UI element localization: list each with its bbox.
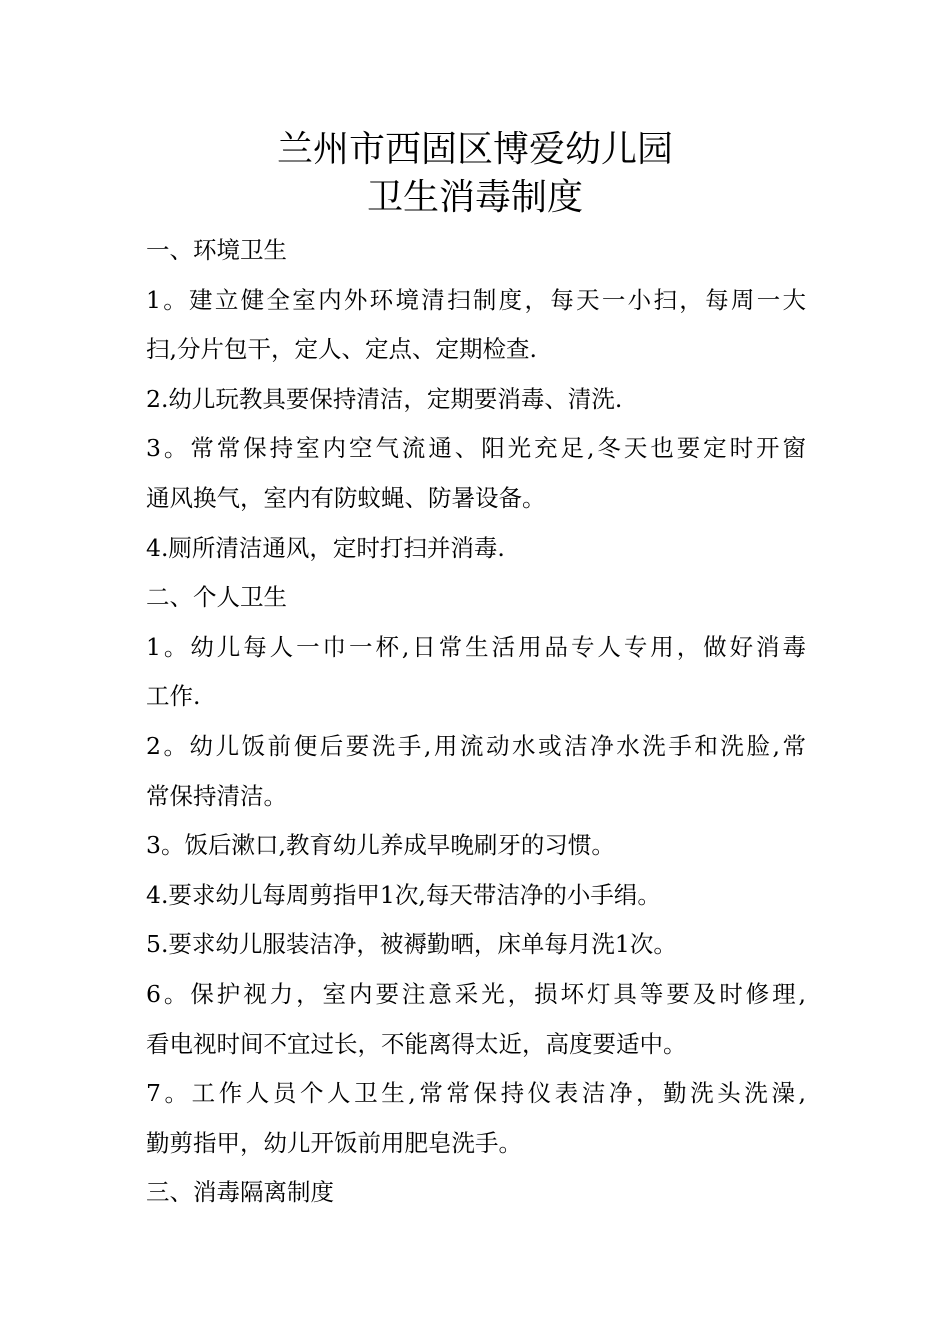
paragraph-line: 扫,分片包干，定人、定点、定期检查. bbox=[146, 335, 537, 364]
paragraph-line: 7。工作人员个人卫生,常常保持仪表洁净，勤洗头洗澡, bbox=[146, 1079, 806, 1108]
paragraph-line: 看电视时间不宜过长，不能离得太近，高度要适中。 bbox=[146, 1029, 687, 1058]
paragraph-line: 4.厕所清洁通风，定时打扫并消毒. bbox=[146, 533, 505, 562]
document-body bbox=[146, 226, 816, 1218]
section-heading-personal: 二、个人卫生 bbox=[146, 583, 287, 612]
section-heading-disinfection: 三、消毒隔离制度 bbox=[146, 1178, 334, 1207]
paragraph-line: 5.要求幼儿服装洁净，被褥勤晒，床单每月洗1次。 bbox=[146, 930, 677, 959]
paragraph-line: 3。饭后漱口,教育幼儿养成早晚刷牙的习惯。 bbox=[146, 831, 615, 860]
paragraph-line: 3。常常保持室内空气流通、阳光充足,冬天也要定时开窗 bbox=[146, 434, 806, 463]
paragraph-line: 2.幼儿玩教具要保持清洁，定期要消毒、清洗. bbox=[146, 384, 623, 413]
paragraph-line: 勤剪指甲，幼儿开饭前用肥皂洗手。 bbox=[146, 1128, 522, 1157]
paragraph-line: 1。幼儿每人一巾一杯,日常生活用品专人专用，做好消毒 bbox=[146, 632, 806, 661]
document-subtitle: 卫生消毒制度 bbox=[366, 177, 583, 218]
paragraph-line: 6。保护视力，室内要注意采光，损坏灯具等要及时修理, bbox=[146, 979, 806, 1008]
paragraph-line: 4.要求幼儿每周剪指甲1次,每天带洁净的小手绢。 bbox=[146, 880, 661, 909]
paragraph-line: 常保持清洁。 bbox=[146, 781, 287, 810]
paragraph-line: 2。幼儿饭前便后要洗手,用流动水或洁净水洗手和洗脸,常 bbox=[146, 731, 806, 760]
section-heading-environment: 一、环境卫生 bbox=[146, 236, 287, 264]
paragraph-line: 1。建立健全室内外环境清扫制度，每天一小扫，每周一大 bbox=[146, 285, 806, 314]
paragraph-line: 工作. bbox=[146, 682, 201, 711]
paragraph-line: 通风换气，室内有防蚊蝇、防暑设备。 bbox=[146, 483, 546, 512]
document-title: 兰州市西固区博爱幼儿园 bbox=[276, 129, 673, 170]
